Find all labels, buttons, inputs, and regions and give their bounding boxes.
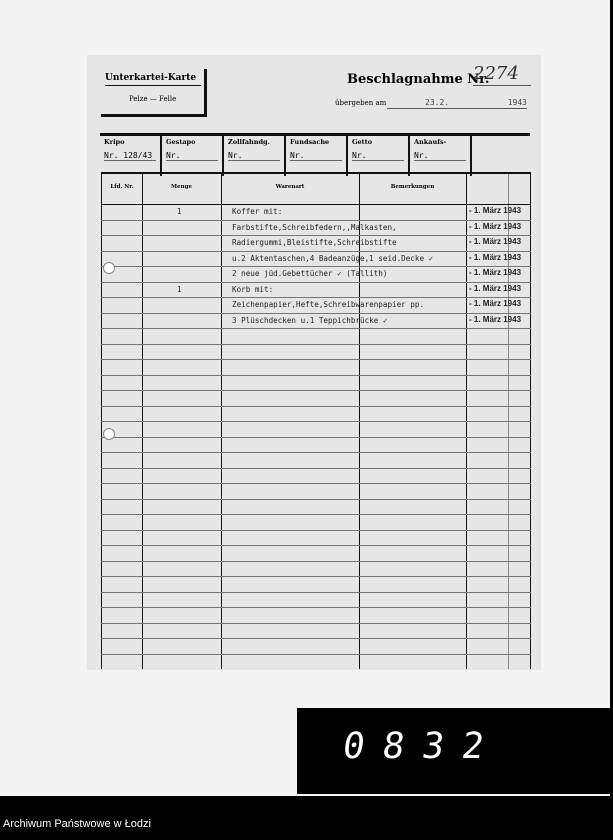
punch-hole <box>103 262 115 274</box>
id-ankauf: Ankaufs- Nr. <box>410 136 472 176</box>
index-card <box>87 55 541 670</box>
warenart-cell: 2 neue jüd.Gebettücher ✓ (Tallith) <box>232 269 388 278</box>
id-fundsache: Fundsache Nr. <box>286 136 348 176</box>
table-row <box>101 251 531 267</box>
id-zollfahndung: Zollfahndg. Nr. <box>224 136 286 176</box>
subcard-category: Pelze — Felle <box>129 95 177 103</box>
id-kripo: Kripo Nr. 128/43 <box>100 136 162 176</box>
table-row <box>101 297 531 313</box>
col-lfd: Lfd. Nr. <box>110 184 134 190</box>
date-stamp: - 1. März 1943 <box>469 299 522 308</box>
subcard-box <box>101 69 207 117</box>
id-fields <box>100 133 530 173</box>
table-row <box>101 220 531 236</box>
subcard-title: Unterkartei-Karte <box>105 73 201 86</box>
warenart-cell: Koffer mit: <box>232 207 283 216</box>
col-menge: Menge <box>171 184 192 190</box>
punch-hole <box>103 428 115 440</box>
uebergeben-label: übergeben am <box>335 99 387 107</box>
warenart-cell: 3 Plüschdecken u.1 Teppichbrücke ✓ <box>232 315 388 325</box>
frame-number: 0832 <box>340 726 505 767</box>
date-stamp: - 1. März 1943 <box>469 206 522 215</box>
date-stamp: - 1. März 1943 <box>469 237 522 246</box>
frame-number-box <box>297 708 613 794</box>
form-title: Beschlagnahme Nr. <box>347 72 490 87</box>
col-bemerkungen: Bemerkungen <box>390 184 435 190</box>
table-row <box>101 266 531 282</box>
table-row <box>101 235 531 251</box>
warenart-cell: u.2 Aktentaschen,4 Badeanzüge,1 seid.Decke ✓ <box>232 253 434 263</box>
id-gestapo: Gestapo Nr. <box>162 136 224 176</box>
id-getto: Getto Nr. <box>348 136 410 176</box>
date-stamp: - 1. März 1943 <box>469 314 522 324</box>
uebergeben-date: 23.2. <box>425 98 450 107</box>
table-row <box>101 313 531 329</box>
uebergeben-year: 1943 <box>507 98 527 107</box>
menge-cell: 1 <box>177 284 182 294</box>
table-row <box>101 282 531 298</box>
uebergeben-field <box>387 98 527 109</box>
col-warenart: Warenart <box>275 184 305 190</box>
date-stamp: - 1. März 1943 <box>469 268 522 277</box>
warenart-cell: Zeichenpapier,Hefte,Schreibwarenpapier pp. <box>232 300 425 309</box>
table-row <box>101 204 531 220</box>
goods-table <box>101 172 531 669</box>
warenart-cell: Radiergummi,Bleistifte,Schreibstifte <box>232 238 397 247</box>
date-stamp: - 1. März 1943 <box>469 283 522 293</box>
date-stamp: - 1. März 1943 <box>469 252 522 262</box>
warenart-cell: Farbstifte,Schreibfedern,,Malkasten, <box>232 222 397 232</box>
archive-label: Archiwum Państwowe w Łodzi <box>3 818 151 830</box>
menge-cell: 1 <box>177 207 182 216</box>
warenart-cell: Korb mit: <box>232 284 274 294</box>
seizure-number: 2274 <box>473 63 531 86</box>
date-stamp: - 1. März 1943 <box>469 221 522 231</box>
